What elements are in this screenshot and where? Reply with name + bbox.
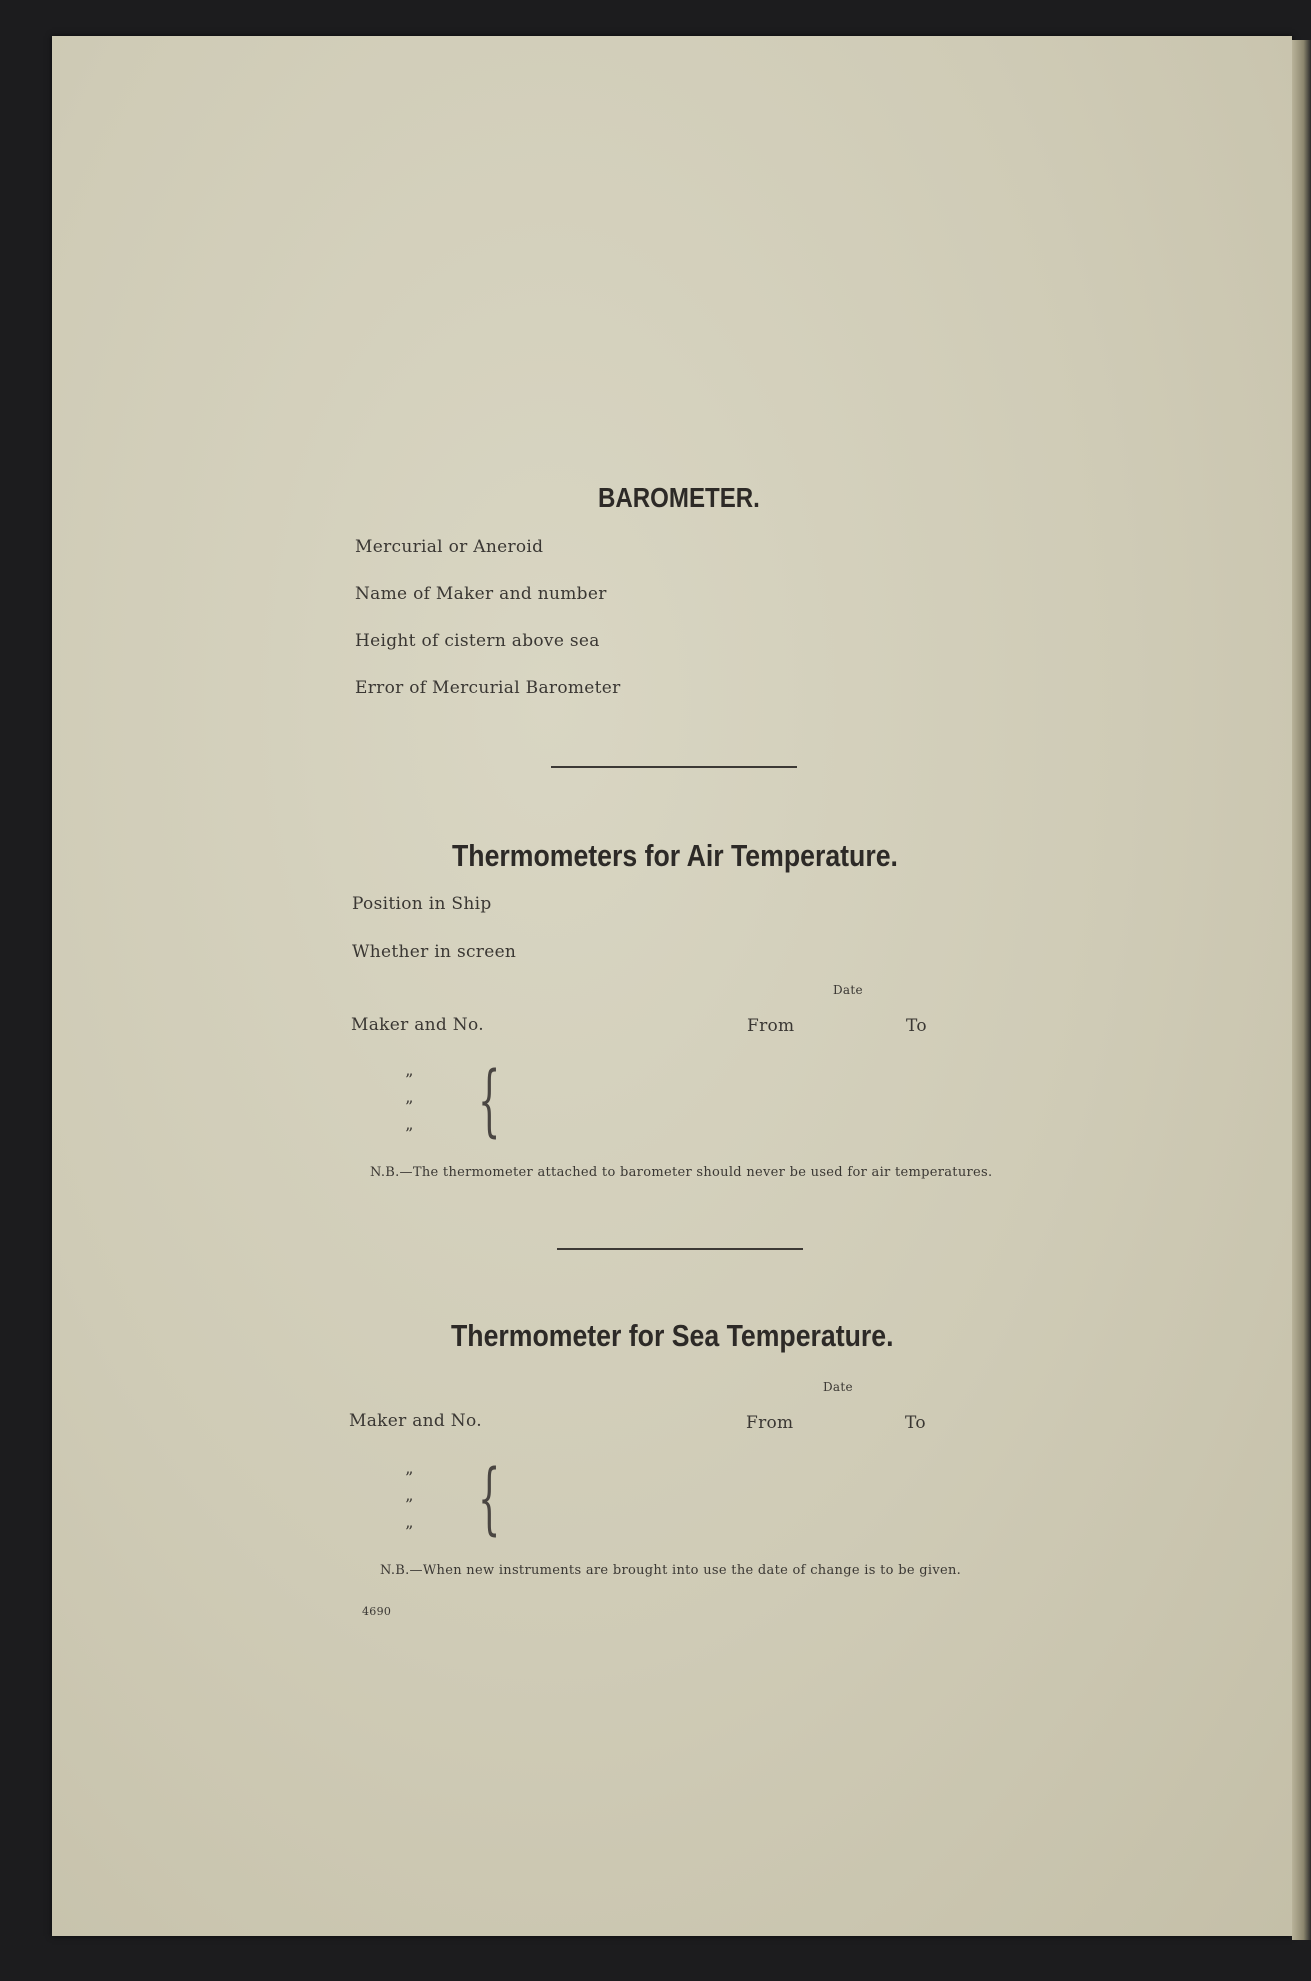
air-thermometers-heading: Thermometers for Air Temperature. [452, 838, 898, 873]
book-spine [1292, 40, 1311, 1940]
sea-from-label: From [746, 1413, 794, 1433]
field-mercurial-or-aneroid: Mercurial or Aneroid [355, 537, 544, 557]
position-in-ship-label: Position in Ship [352, 894, 492, 914]
sea-date-label: Date [823, 1380, 853, 1394]
whether-in-screen-label: Whether in screen [352, 942, 517, 962]
form-page [52, 36, 1292, 1936]
sea-maker-label: Maker and No. [349, 1411, 482, 1431]
section-divider [557, 1248, 803, 1250]
field-maker-and-number: Name of Maker and number [355, 584, 607, 604]
sea-note: N.B.—When new instruments are brought into use the date of change is to be given. [380, 1563, 962, 1578]
form-number: 4690 [362, 1605, 392, 1618]
ditto-mark: ” [405, 1468, 414, 1487]
ditto-mark: ” [405, 1070, 414, 1089]
sea-to-label: To [905, 1413, 926, 1433]
air-date-label: Date [833, 983, 863, 997]
ditto-mark: ” [405, 1124, 414, 1143]
barometer-heading: BAROMETER. [598, 482, 760, 513]
ditto-mark: ” [405, 1097, 414, 1116]
sea-thermometer-heading: Thermometer for Sea Temperature. [451, 1318, 894, 1353]
air-to-label: To [906, 1016, 927, 1036]
brace-symbol: { [478, 1454, 501, 1544]
air-maker-label: Maker and No. [351, 1015, 484, 1035]
ditto-mark: ” [405, 1522, 414, 1541]
field-barometer-error: Error of Mercurial Barometer [355, 678, 621, 698]
section-divider [551, 766, 797, 768]
ditto-mark: ” [405, 1495, 414, 1514]
field-cistern-height: Height of cistern above sea [355, 631, 600, 651]
air-note: N.B.—The thermometer attached to barometer should never be used for air temperatures. [370, 1165, 993, 1180]
brace-symbol: { [478, 1056, 501, 1146]
air-from-label: From [747, 1016, 795, 1036]
